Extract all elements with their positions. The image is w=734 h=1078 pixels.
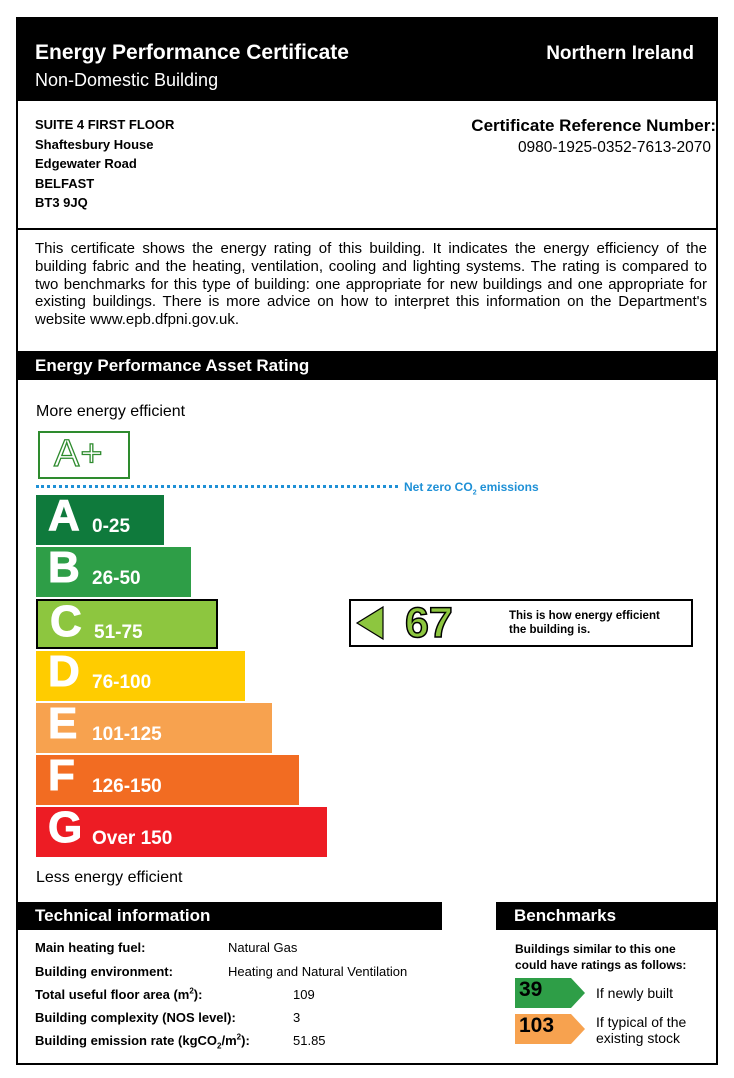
current-rating-note: This is how energy efficient the building is. — [509, 610, 660, 636]
more-efficient-label: More energy efficient — [36, 403, 186, 420]
building-complexity-value: 3 — [293, 1010, 301, 1025]
certificate-reference-number: 0980-1925-0352-7613-2070 — [517, 139, 711, 156]
floor-area-row: Total useful floor area $(m^2)$: 109 — [35, 987, 315, 1003]
new-build-label: If newly built — [596, 985, 674, 1001]
current-rating-score: 67 — [405, 599, 453, 647]
aplus-label: A+ — [54, 433, 104, 475]
rating-band-range: 51-75 — [94, 622, 143, 643]
rating-band-e — [36, 699, 272, 753]
intro-paragraph: This certificate shows the energy rating of this building. It indicates the energy efficiency of the building fabric and the heating, ventilation, cooling and lighting systems. The rating is compared to two benchmarks for this type of building: one appropriate for new buildings and one appropriate for existing buildings. There is more advice on how to interpret this information on the Department's website www.epb.dfpni.gov.uk. — [35, 240, 707, 329]
rating-band-letter: B — [48, 543, 80, 592]
new-build-value: 39 — [519, 978, 543, 1001]
main-heating-fuel-row: Main heating fuel: Natural Gas — [35, 940, 298, 955]
technical-info-heading: Technical information — [18, 902, 442, 930]
asset-rating-heading: Energy Performance Asset Rating — [18, 351, 716, 380]
certificate-subtitle: Non-Domestic Building — [35, 70, 219, 90]
address-line-4: BELFAST — [35, 175, 95, 191]
building-environment-value: Heating and Natural Ventilation — [228, 964, 408, 979]
rating-band-range: 26-50 — [92, 568, 141, 589]
certificate-title: Energy Performance Certificate — [35, 41, 349, 64]
divider — [18, 228, 716, 230]
existing-stock-label: If typical of the existing stock — [596, 1014, 687, 1046]
region-label: Northern Ireland — [546, 43, 694, 64]
less-efficient-label: Less energy efficient — [36, 869, 183, 886]
floor-area-value: 109 — [293, 987, 315, 1002]
rating-band-letter: F — [48, 751, 75, 800]
building-complexity-row: Building complexity (NOS level): 3 — [35, 1010, 301, 1025]
building-address — [35, 115, 174, 213]
rating-band-letter: C — [50, 597, 82, 646]
rating-band-a — [36, 491, 164, 545]
net-zero-divider — [36, 485, 398, 488]
certificate-header — [18, 19, 716, 101]
rating-band-c — [36, 599, 218, 649]
current-rating-arrow-icon — [355, 605, 391, 641]
benchmarks-intro: Buildings similar to this one could have ratings as follows: — [515, 942, 687, 972]
certificate-reference-label: Certificate Reference Number: — [471, 116, 716, 135]
existing-stock-benchmark — [515, 1014, 587, 1049]
address-line-2: Shaftesbury House — [35, 136, 154, 152]
address-line-1: SUITE 4 FIRST FLOOR — [35, 117, 175, 132]
rating-band-range: 126-150 — [92, 776, 162, 797]
rating-band-letter: E — [48, 699, 78, 748]
rating-band-range: Over 150 — [92, 828, 173, 849]
existing-stock-value: 103 — [519, 1014, 555, 1037]
rating-band-letter: G — [48, 803, 83, 852]
net-zero-label: Net zero $CO_2$ emissions — [404, 480, 539, 497]
aplus-band — [38, 431, 130, 479]
rating-band-letter: A — [48, 491, 80, 540]
current-rating-pointer — [349, 599, 693, 647]
certificate-page — [16, 17, 718, 1065]
benchmarks-heading: Benchmarks — [496, 902, 716, 930]
main-heating-fuel-value: Natural Gas — [228, 940, 298, 955]
address-line-3: Edgewater Road — [35, 156, 137, 172]
rating-band-d — [36, 647, 245, 701]
emission-rate-value: 51.85 — [293, 1033, 326, 1048]
address-postcode: BT3 9JQ — [35, 195, 88, 211]
rating-band-b — [36, 543, 191, 597]
rating-band-g — [36, 803, 327, 857]
rating-band-range: 101-125 — [92, 724, 162, 745]
new-build-benchmark — [515, 978, 587, 1013]
rating-band-letter: D — [48, 647, 80, 696]
building-environment-row: Building environment: Heating and Natural Ventilation — [35, 964, 408, 979]
rating-band-range: 0-25 — [92, 516, 131, 537]
emission-rate-row: Building emission rate $(kgCO_2/m^2)$: 51.85 — [35, 1033, 326, 1051]
rating-band-range: 76-100 — [92, 672, 152, 693]
rating-band-f — [36, 751, 299, 805]
